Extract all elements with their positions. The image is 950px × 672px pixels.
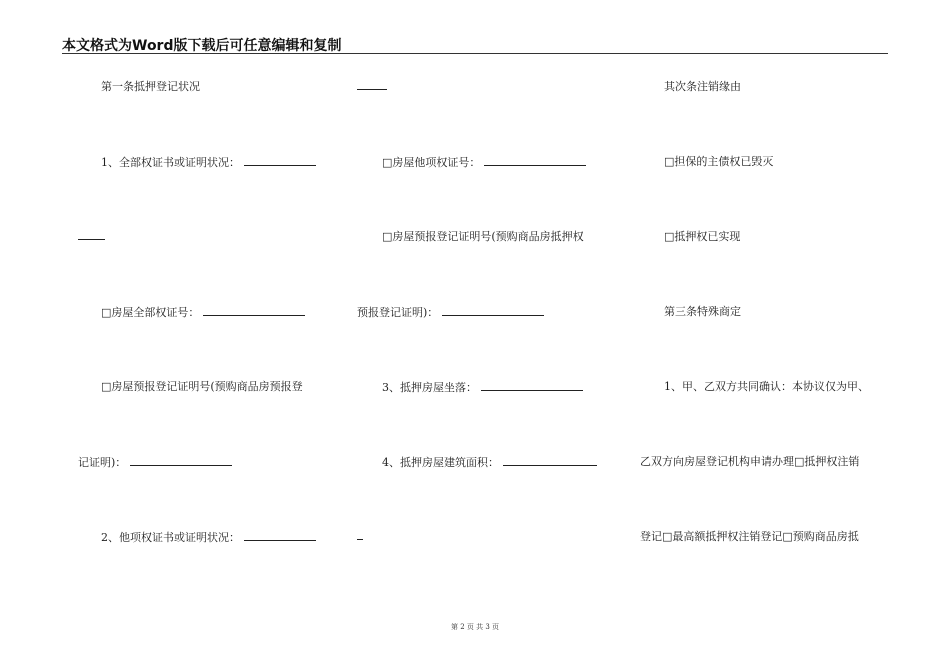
house-other-right-label: □房屋他项权证号： <box>382 156 481 169</box>
agreement-line3: 登记□最高额抵押权注销登记□预购商品房抵 <box>640 530 859 543</box>
header-divider <box>62 53 888 54</box>
article1-title: 第一条抵押登记状况 <box>101 80 200 93</box>
item1-ownership-status <box>101 155 316 170</box>
presale-mortgage-line2-blank <box>442 305 544 316</box>
presale-mortgage-line2 <box>357 305 544 320</box>
agreement-line1: 1、甲、乙双方共同确认：本协议仅为甲、 <box>664 380 869 393</box>
house-other-right-blank <box>484 155 586 166</box>
house-ownership-number <box>101 305 305 320</box>
item4-blank <box>503 455 597 466</box>
house-ownership-blank <box>203 305 305 316</box>
presale-registration-line2 <box>78 455 232 470</box>
blank-line <box>357 539 363 540</box>
item4-floor-area <box>382 455 597 470</box>
item1-label: 1、全部权证书或证明状况： <box>101 156 240 169</box>
item2-blank <box>244 530 316 541</box>
house-other-right-number <box>382 155 586 170</box>
debt-extinguished-option: □担保的主债权已毁灭 <box>664 155 774 168</box>
item3-label: 3、抵押房屋坐落： <box>382 381 477 394</box>
agreement-line2: 乙双方向房屋登记机构申请办理□抵押权注销 <box>640 455 860 468</box>
blank-line <box>357 89 387 90</box>
presale-line2-label: 记证明)： <box>78 456 127 469</box>
presale-mortgage-line2-label: 预报登记证明)： <box>357 306 439 319</box>
article2-title: 其次条注销缘由 <box>664 80 741 93</box>
presale-registration-line1: □房屋预报登记证明号(预购商品房预报登 <box>101 380 303 393</box>
item2-other-rights-status <box>101 530 316 545</box>
presale-line2-blank <box>130 455 232 466</box>
blank-line <box>78 239 105 240</box>
item2-label: 2、他项权证书或证明状况： <box>101 531 240 544</box>
document-header-title: 本文格式为Word版下载后可任意编辑和复制 <box>62 38 342 54</box>
presale-mortgage-line1: □房屋预报登记证明号(预购商品房抵押权 <box>382 230 584 243</box>
mortgage-realized-option: □抵押权已实现 <box>664 230 741 243</box>
item1-blank <box>244 155 316 166</box>
item3-location <box>382 380 583 395</box>
item3-blank <box>481 380 583 391</box>
article3-title: 第三条特殊商定 <box>664 305 741 318</box>
house-ownership-label: □房屋全部权证号： <box>101 306 200 319</box>
page-number: 第 2 页 共 3 页 <box>450 623 500 631</box>
item4-label: 4、抵押房屋建筑面积： <box>382 456 499 469</box>
